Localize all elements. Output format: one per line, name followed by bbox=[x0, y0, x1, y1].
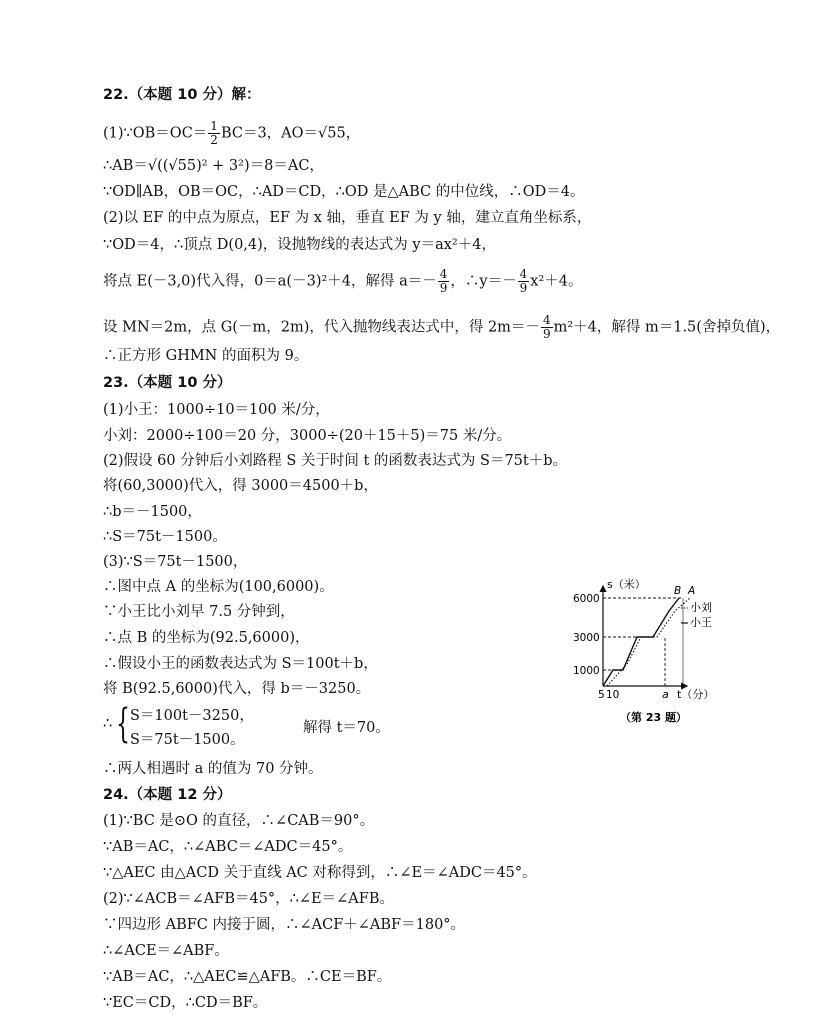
q23-line-3: (2)假设 60 分钟后小刘路程 S 关于时间 t 的函数表达式为 S＝75t＋b。 bbox=[103, 453, 568, 469]
q23-line-8: ∴图中点 A 的坐标为(100,6000)。 bbox=[103, 579, 334, 595]
figure-caption: （第 23 题） bbox=[620, 711, 687, 724]
q22-line-2: ∴AB＝√((√55)² + 3²)＝8＝AC， bbox=[103, 158, 324, 174]
q24-line-2: ∵AB＝AC，∴∠ABC＝∠ADC＝45°。 bbox=[103, 839, 353, 855]
q22-line-8: ∴正方形 GHMN 的面积为 9。 bbox=[103, 348, 309, 364]
q24-line-6: ∴∠ACE＝∠ABF。 bbox=[103, 943, 229, 959]
therefore-symbol: ∴ bbox=[103, 716, 113, 732]
q22-line-7 bbox=[103, 313, 781, 341]
q24-line-1: (1)∵BC 是⊙O 的直径，∴∠CAB＝90°。 bbox=[103, 813, 375, 829]
q22-line-6-part-c: x²＋4。 bbox=[530, 273, 583, 290]
x-tick-a: a bbox=[662, 688, 669, 701]
q22-line-4: (2)以 EF 的中点为原点，EF 为 x 轴，垂直 EF 为 y 轴，建立直角坐标系， bbox=[103, 210, 592, 226]
q23-figure bbox=[565, 578, 725, 728]
system-equation-1: S＝100t－3250， bbox=[130, 708, 254, 724]
point-label-a: A bbox=[688, 585, 696, 597]
fraction-denominator: 2 bbox=[210, 133, 218, 147]
q22-line-6-part-b: ，∴y＝－ bbox=[450, 273, 517, 290]
q23-line-12: 将 B(92.5,6000)代入，得 b＝－3250。 bbox=[103, 681, 371, 697]
fraction-denominator: 9 bbox=[519, 281, 528, 295]
x-tick-10: 10 bbox=[606, 689, 620, 701]
series-xiaowang bbox=[603, 598, 679, 686]
fraction-one-half bbox=[208, 120, 220, 147]
y-tick-1000: 1000 bbox=[573, 665, 600, 677]
q23-line-5: ∴b＝－1500， bbox=[103, 504, 202, 520]
q24-line-7: ∵AB＝AC，∴△AEC≌△AFB。∴CE＝BF。 bbox=[103, 969, 392, 985]
q22-line-1 bbox=[103, 119, 361, 147]
q23-line-1: (1)小王：1000÷10＝100 米/分， bbox=[103, 402, 330, 418]
x-tick-5: 5 bbox=[598, 689, 605, 701]
q23-line-11: ∴假设小王的函数表达式为 S＝100t＋b， bbox=[103, 656, 378, 672]
q24-line-5: ∵四边形 ABFC 内接于圆，∴∠ACF＋∠ABF＝180°。 bbox=[103, 917, 466, 933]
q23-line-6: ∴S＝75t－1500。 bbox=[103, 529, 227, 545]
y-tick-3000: 3000 bbox=[573, 632, 600, 644]
x-axis-label: t（分） bbox=[677, 688, 715, 701]
q22-line-3: ∵OD∥AB，OB＝OC，∴AD＝CD，∴OD 是△ABC 的中位线，∴OD＝4。 bbox=[103, 184, 585, 200]
q22-line-1-part-b: BC＝3，AO＝√55， bbox=[220, 125, 361, 142]
y-axis-label: s（米） bbox=[607, 578, 646, 591]
system-equation-2: S＝75t－1500。 bbox=[130, 732, 245, 748]
q22-line-7-part-b: m²＋4，解得 m＝1.5(舍掉负值)， bbox=[553, 319, 781, 336]
q23-line-7: (3)∵S＝75t－1500， bbox=[103, 554, 248, 570]
q22-line-5: ∵OD＝4，∴顶点 D(0,4)，设抛物线的表达式为 y＝ax²＋4， bbox=[103, 237, 496, 253]
q22-line-7-part-a: 设 MN＝2m，点 G(－m，2m)，代入抛物线表达式中，得 2m＝－ bbox=[103, 319, 540, 336]
fraction-numerator: 4 bbox=[542, 313, 551, 327]
q24-heading: 24.（本题 12 分） bbox=[103, 787, 232, 803]
legend-xiaowang: 小王 bbox=[690, 616, 712, 629]
q22-line-6 bbox=[103, 267, 583, 295]
q23-line-13: ∴两人相遇时 a 的值为 70 分钟。 bbox=[103, 761, 323, 777]
q24-line-4: (2)∵∠ACB＝∠AFB＝45°，∴∠E＝∠AFB。 bbox=[103, 891, 394, 907]
fraction-numerator: 4 bbox=[439, 267, 448, 281]
q23-line-9: ∵小王比小刘早 7.5 分钟到， bbox=[103, 604, 295, 620]
point-label-b: B bbox=[674, 585, 682, 597]
q22-line-6-part-a: 将点 E(－3,0)代入得，0＝a(－3)²＋4，解得 a＝－ bbox=[103, 273, 437, 290]
q22-line-1-part-a: (1)∵OB＝OC＝ bbox=[103, 125, 208, 142]
q23-line-4: 将(60,3000)代入，得 3000＝4500＋b， bbox=[103, 478, 378, 494]
fraction-denominator: 9 bbox=[439, 281, 448, 295]
q22-heading: 22.（本题 10 分）解： bbox=[103, 87, 261, 103]
fraction-four-ninths bbox=[518, 268, 530, 295]
fraction-numerator: 1 bbox=[210, 119, 218, 133]
fraction-numerator: 4 bbox=[519, 267, 528, 281]
q23-line-2: 小刘：2000÷100＝20 分，3000÷(20＋15＋5)＝75 米/分。 bbox=[103, 428, 512, 444]
fraction-four-ninths bbox=[438, 268, 450, 295]
fraction-denominator: 9 bbox=[542, 327, 551, 341]
q24-line-3: ∵△AEC 由△ACD 关于直线 AC 对称得到，∴∠E＝∠ADC＝45°。 bbox=[103, 865, 537, 881]
q24-line-8: ∵EC＝CD，∴CD＝BF。 bbox=[103, 995, 268, 1011]
series-xiaoliu bbox=[607, 598, 690, 686]
equation-system bbox=[103, 702, 463, 748]
y-tick-6000: 6000 bbox=[573, 593, 600, 605]
q23-heading: 23.（本题 10 分） bbox=[103, 375, 232, 391]
left-brace: { bbox=[116, 701, 130, 747]
q23-line-10: ∴点 B 的坐标为(92.5,6000)， bbox=[103, 630, 310, 646]
system-result: 解得 t＝70。 bbox=[303, 720, 390, 736]
legend-xiaoliu: 小刘 bbox=[690, 601, 712, 614]
fraction-four-ninths bbox=[541, 314, 553, 341]
